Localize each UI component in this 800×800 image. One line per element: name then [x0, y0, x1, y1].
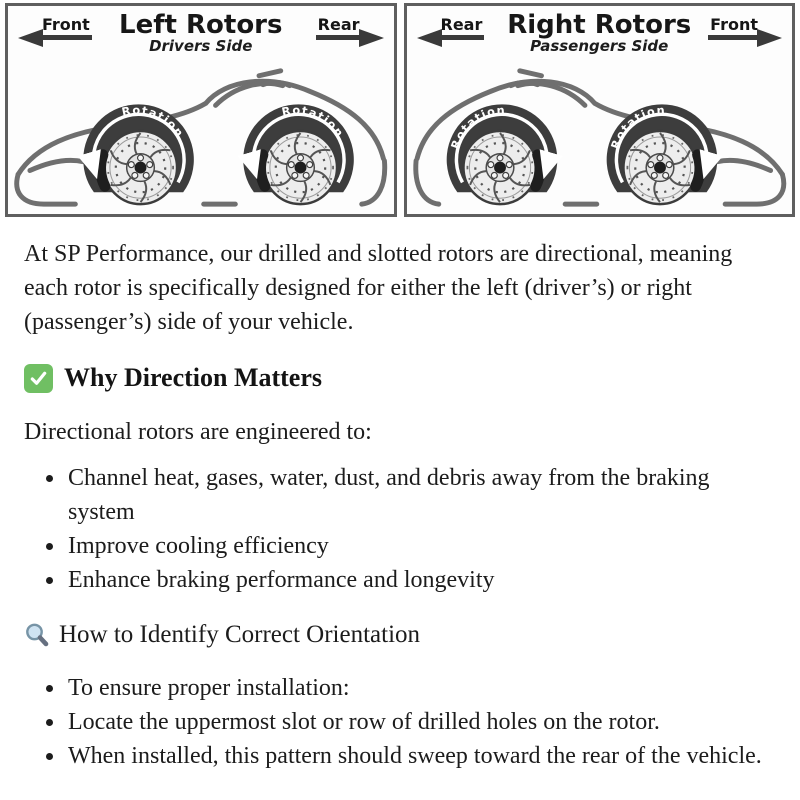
arrow-right-icon	[359, 29, 384, 47]
list-item: • When installed, this pattern should sweep toward the rear of the vehicle.	[66, 739, 776, 773]
rear-direction-label	[417, 16, 485, 40]
rotor-direction-diagram	[0, 0, 800, 217]
section1-heading-text: Why Direction Matters	[64, 363, 323, 392]
right-panel-subtitle: Passengers Side	[530, 37, 669, 55]
intro-paragraph: At SP Performance, our drilled and slotted rotors are directional, meaning each rotor is specifically designed for either the left (driver’s) or right (passenger’s) side of your vehicle.	[24, 241, 733, 335]
check-mark-icon	[24, 364, 53, 393]
list-item: • Enhance braking performance and longevity	[66, 563, 776, 597]
right-car-illustration	[407, 56, 793, 214]
rotation-label: Rotation	[120, 103, 188, 141]
article-body	[0, 217, 800, 773]
rotation-label: Rotation	[607, 102, 666, 151]
left-rotors-panel	[5, 3, 397, 217]
rear-label-text: Rear	[439, 16, 485, 40]
section-heading-why-direction-matters	[24, 363, 776, 393]
left-panel-title: Left Rotors	[119, 10, 283, 40]
magnifying-glass-icon	[24, 622, 51, 649]
left-car-illustration	[8, 56, 394, 214]
list-item: • To ensure proper installation:	[66, 671, 776, 705]
rear-label-text: Rear	[316, 16, 362, 40]
list-item: • Channel heat, gases, water, dust, and debris away from the braking system	[66, 461, 776, 529]
section1-bullet-list	[24, 461, 776, 597]
section2-bullet-list	[24, 671, 776, 773]
arrow-left-icon	[417, 29, 442, 47]
list-item: • Locate the uppermost slot or row of drilled holes on the rotor.	[66, 705, 776, 739]
front-label-text: Front	[708, 16, 760, 40]
rear-direction-label	[316, 16, 384, 40]
right-panel-header	[407, 6, 793, 56]
list-item: • Improve cooling efficiency	[66, 529, 776, 563]
front-direction-label	[708, 16, 782, 40]
front-label-text: Front	[40, 16, 92, 40]
right-rotors-panel	[404, 3, 796, 217]
rotation-label: Rotation	[280, 103, 348, 141]
section-heading-identify-orientation	[24, 621, 776, 649]
front-direction-label	[18, 16, 92, 40]
rotation-label: Rotation	[447, 102, 506, 151]
right-panel-title: Right Rotors	[507, 10, 692, 40]
arrow-left-icon	[18, 29, 43, 47]
section1-lead: Directional rotors are engineered to:	[24, 419, 372, 445]
left-panel-header	[8, 6, 394, 56]
section2-heading-text: How to Identify Correct Orientation	[59, 621, 421, 648]
left-panel-subtitle: Drivers Side	[149, 37, 253, 55]
arrow-right-icon	[757, 29, 782, 47]
